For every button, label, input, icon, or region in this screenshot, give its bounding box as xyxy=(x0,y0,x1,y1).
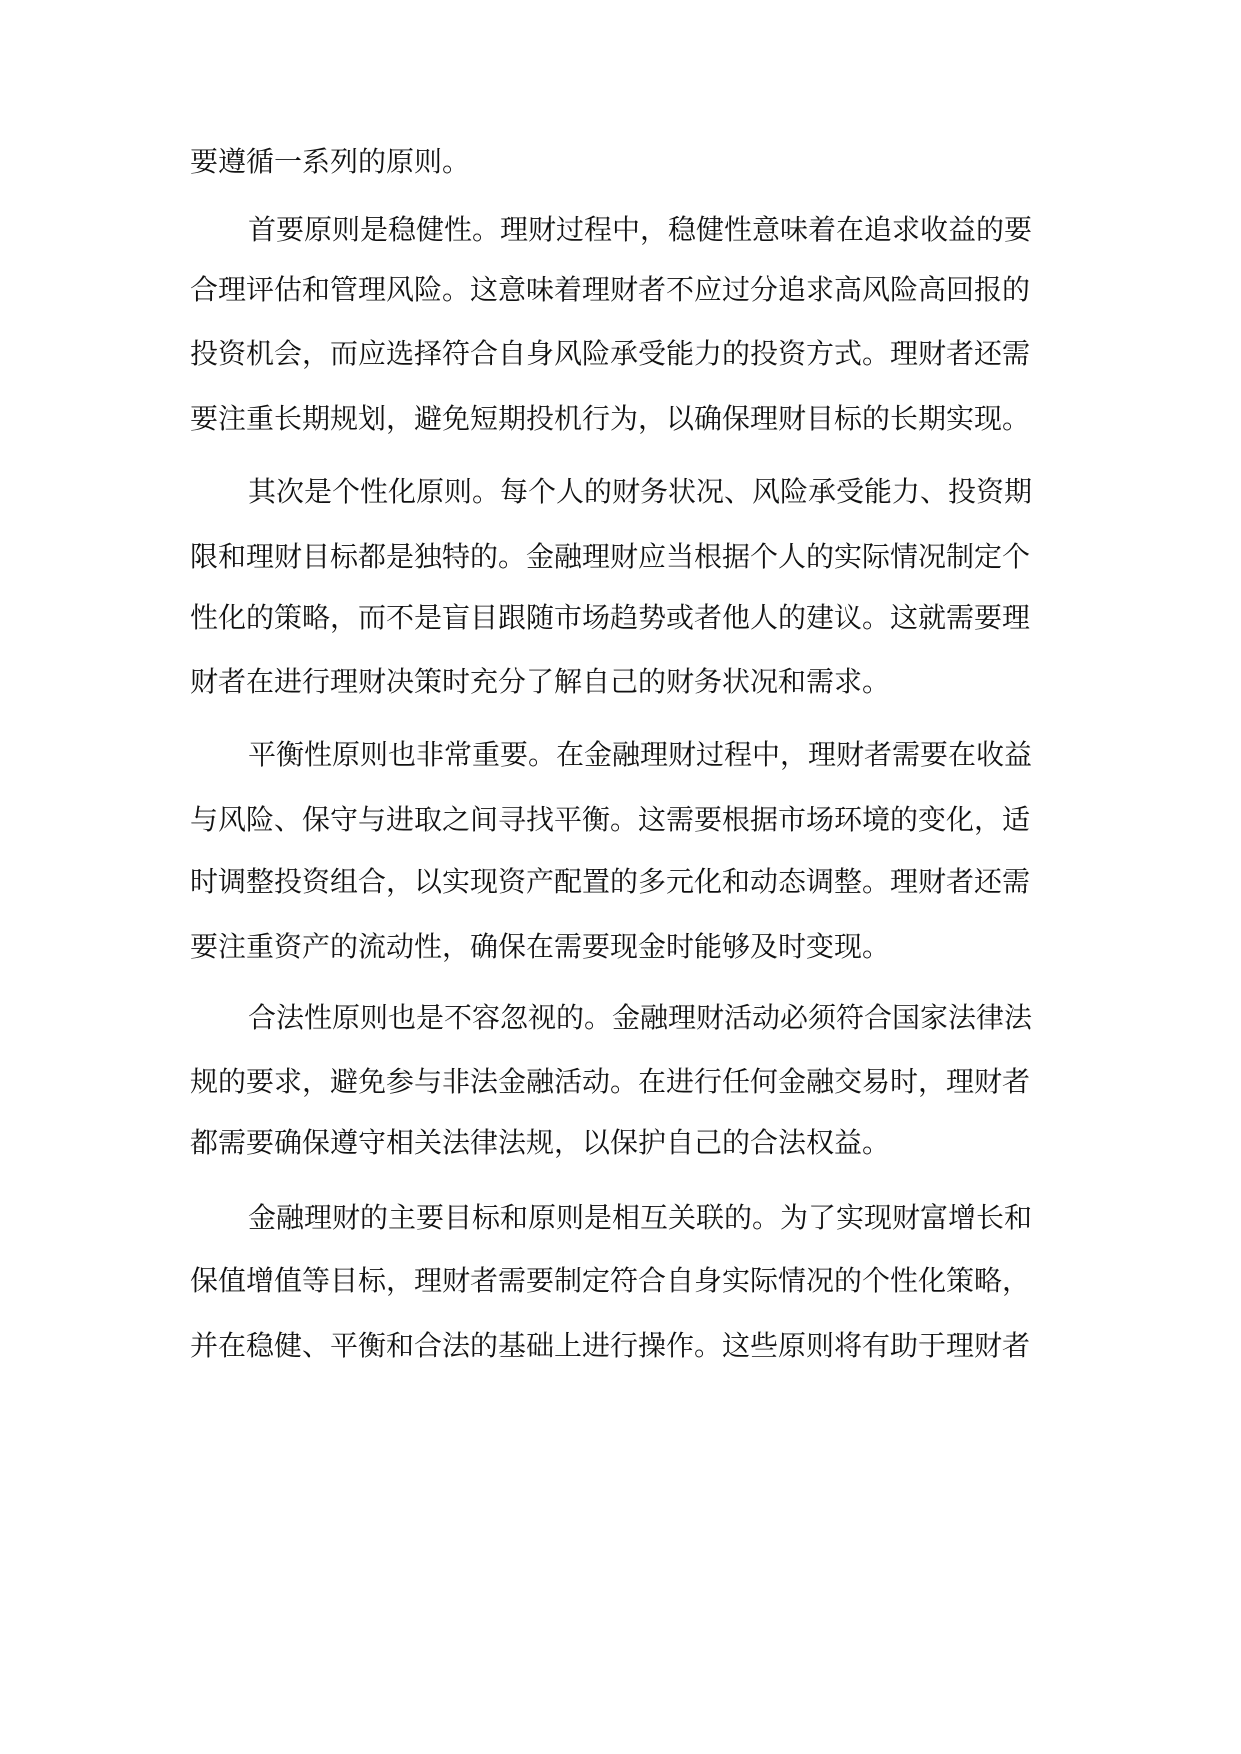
text-line: 时调整投资组合，以实现资产配置的多元化和动态调整。理财者还需 xyxy=(190,865,1031,898)
text-line: 其次是个性化原则。每个人的财务状况、风险承受能力、投资期 xyxy=(248,475,1033,508)
text-line: 要注重资产的流动性，确保在需要现金时能够及时变现。 xyxy=(190,930,891,963)
text-line: 限和理财目标都是独特的。金融理财应当根据个人的实际情况制定个 xyxy=(190,540,1031,573)
text-line: 都需要确保遵守相关法律法规，以保护自己的合法权益。 xyxy=(190,1126,891,1159)
text-line: 财者在进行理财决策时充分了解自己的财务状况和需求。 xyxy=(190,665,891,698)
text-line: 首要原则是稳健性。理财过程中，稳健性意味着在追求收益的要 xyxy=(248,213,1033,246)
text-line: 投资机会，而应选择符合自身风险承受能力的投资方式。理财者还需 xyxy=(190,337,1031,370)
text-line: 要注重长期规划，避免短期投机行为，以确保理财目标的长期实现。 xyxy=(190,402,1031,435)
text-line: 并在稳健、平衡和合法的基础上进行操作。这些原则将有助于理财者 xyxy=(190,1329,1031,1362)
text-line: 合理评估和管理风险。这意味着理财者不应过分追求高风险高回报的 xyxy=(190,273,1031,306)
text-line: 合法性原则也是不容忽视的。金融理财活动必须符合国家法律法 xyxy=(248,1001,1033,1034)
text-line: 与风险、保守与进取之间寻找平衡。这需要根据市场环境的变化，适 xyxy=(190,803,1031,836)
text-line: 规的要求，避免参与非法金融活动。在进行任何金融交易时，理财者 xyxy=(190,1065,1031,1098)
text-line: 保值增值等目标，理财者需要制定符合自身实际情况的个性化策略， xyxy=(190,1264,1031,1297)
text-line: 性化的策略，而不是盲目跟随市场趋势或者他人的建议。这就需要理 xyxy=(190,601,1031,634)
text-line: 要遵循一系列的原则。 xyxy=(190,145,471,178)
text-line: 平衡性原则也非常重要。在金融理财过程中，理财者需要在收益 xyxy=(248,738,1033,771)
text-line: 金融理财的主要目标和原则是相互关联的。为了实现财富增长和 xyxy=(248,1201,1033,1234)
